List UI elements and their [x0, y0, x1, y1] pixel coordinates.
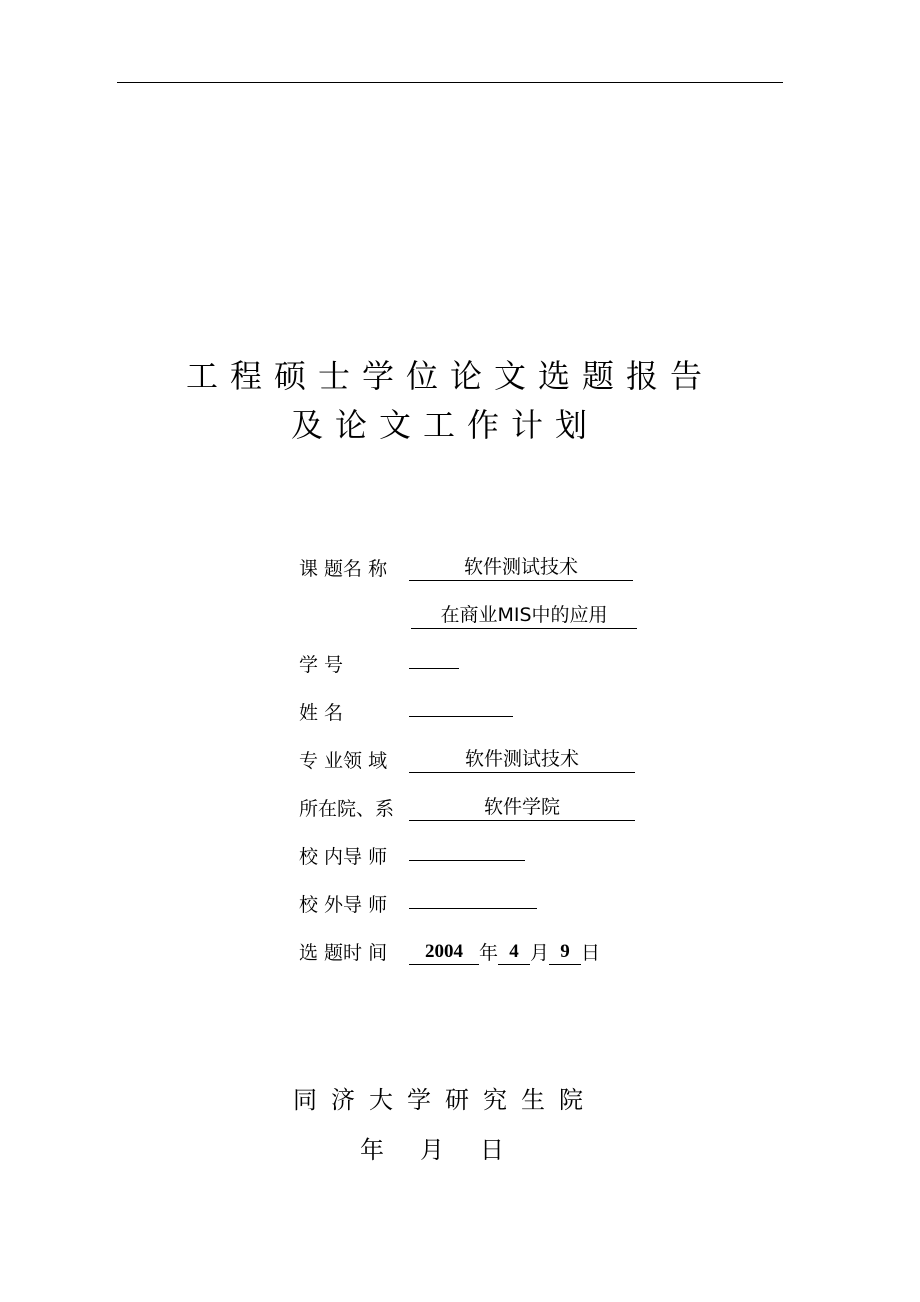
- day-value: 9: [549, 940, 581, 965]
- date-label: 选 题时 间: [299, 942, 388, 964]
- institution-name: 同济大学研究生院: [293, 1086, 597, 1114]
- field-label: 专 业领 域: [299, 750, 388, 772]
- month-value: 4: [498, 940, 530, 965]
- outer-advisor-label: 校 外导 师: [299, 894, 388, 916]
- footer-date-line: 年月日: [360, 1136, 540, 1164]
- inner-advisor-label: 校 内导 师: [299, 846, 388, 868]
- outer-advisor-value[interactable]: [409, 908, 537, 909]
- topic-text-line2: 在商业MIS中的应用: [440, 604, 608, 626]
- student-id-row: [299, 650, 459, 680]
- year-value: 2004: [409, 940, 479, 965]
- topic-value-line1: [409, 555, 633, 581]
- month-unit: 月: [530, 942, 550, 964]
- year-unit: 年: [479, 942, 499, 964]
- inner-advisor-value[interactable]: [409, 860, 525, 861]
- inner-advisor-row: [299, 842, 525, 872]
- top-rule: [117, 82, 783, 83]
- report-title-line1: 工程硕士学位论文选题报告: [185, 357, 714, 395]
- student-id-label: 学 号: [299, 654, 344, 676]
- topic-row-2: [411, 602, 637, 632]
- field-value: [409, 747, 635, 773]
- dept-text: 软件学院: [483, 796, 560, 818]
- dept-row: [299, 794, 635, 824]
- report-title-line2: 及论文工作计划: [290, 406, 599, 444]
- day-unit: 日: [581, 942, 601, 964]
- topic-label: 课 题名 称: [299, 558, 388, 580]
- field-row: [299, 746, 635, 776]
- name-value[interactable]: [409, 716, 513, 717]
- student-id-value[interactable]: [409, 668, 459, 669]
- name-label: 姓 名: [299, 702, 344, 724]
- field-text: 软件测试技术: [464, 748, 579, 770]
- name-row: [299, 698, 513, 728]
- topic-text-line1: 软件测试技术: [463, 556, 578, 578]
- outer-advisor-row: [299, 890, 537, 920]
- dept-label: 所在院、系: [299, 798, 395, 820]
- date-row: [299, 938, 600, 968]
- topic-value-line2: [411, 603, 637, 629]
- topic-row: [299, 554, 633, 584]
- dept-value: [409, 795, 635, 821]
